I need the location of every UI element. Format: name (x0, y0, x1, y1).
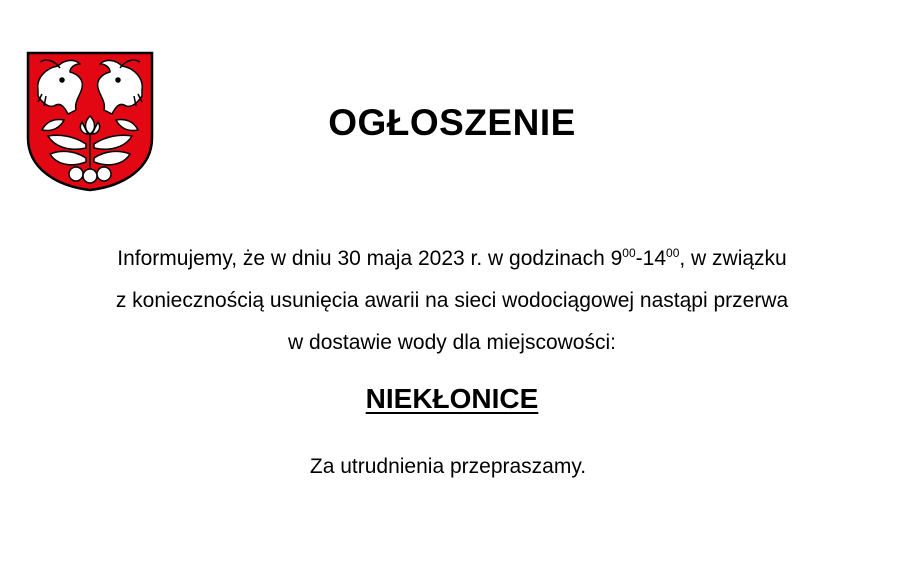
closing-note: Za utrudnienia przepraszamy. (309, 455, 587, 478)
time-separator: -14 (635, 247, 667, 270)
bottom-fruits (69, 167, 111, 183)
page-title: OGŁOSZENIE (328, 102, 576, 143)
time-start-superscript: 00 (622, 246, 636, 260)
time-end-superscript: 00 (666, 246, 680, 260)
announcement-line-1 (0, 238, 904, 280)
announcement-body (0, 238, 904, 364)
announcement-line-3: w dostawie wody dla miejscowości: (288, 331, 616, 354)
line1-suffix: , w związku (679, 247, 787, 270)
line1-prefix: Informujemy, że w dniu 30 maja 2023 r. w godzinach 9 (117, 247, 623, 270)
announcement-line-2: z koniecznością usunięcia awarii na sieci wodociągowej nastąpi przerwa (115, 289, 789, 312)
place-name: NIEKŁONICE (365, 383, 539, 414)
